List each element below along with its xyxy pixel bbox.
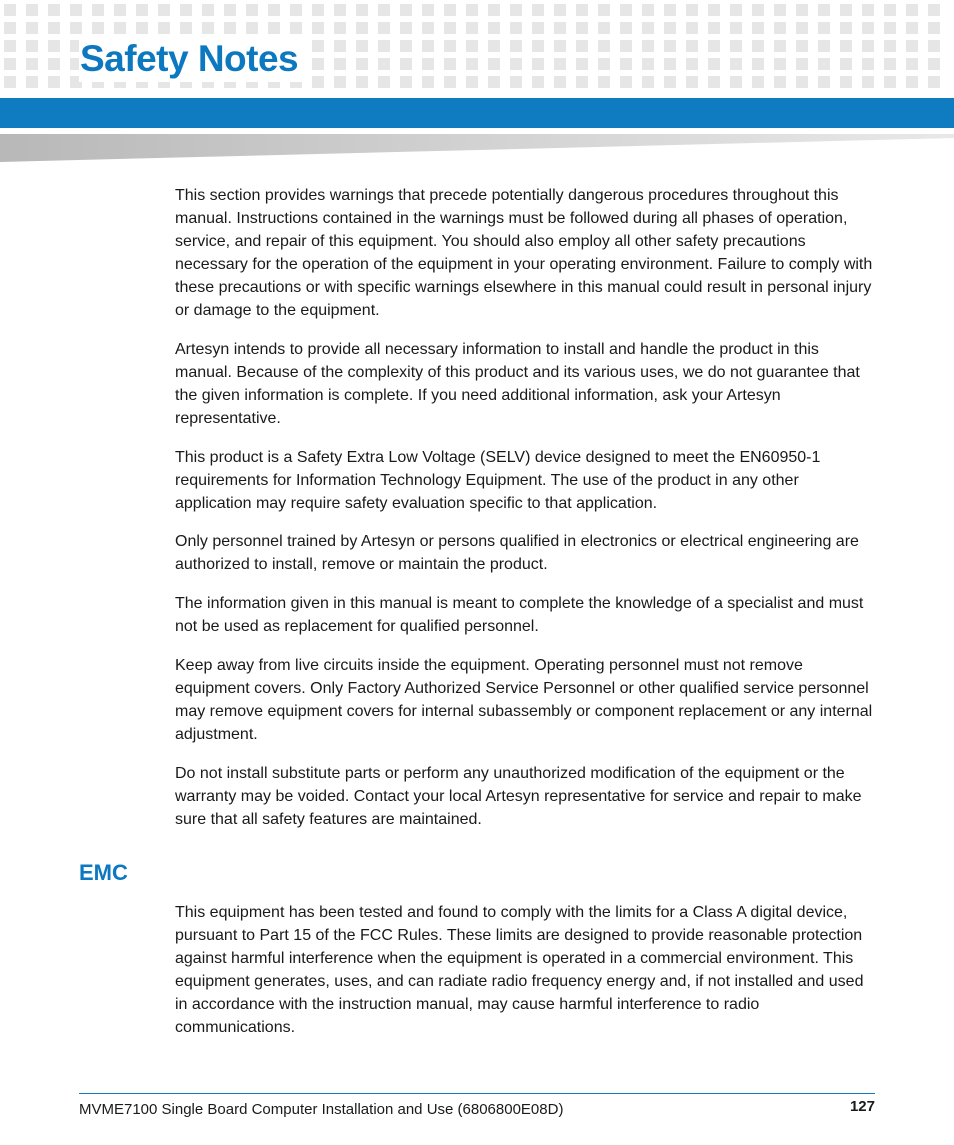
- pattern-square: [818, 58, 830, 70]
- pattern-square: [312, 40, 324, 52]
- pattern-square: [136, 22, 148, 34]
- pattern-square: [202, 22, 214, 34]
- pattern-square: [730, 22, 742, 34]
- pattern-square: [48, 58, 60, 70]
- pattern-square: [708, 40, 720, 52]
- pattern-square: [70, 4, 82, 16]
- pattern-square: [444, 58, 456, 70]
- pattern-square: [818, 4, 830, 16]
- pattern-square: [686, 76, 698, 88]
- pattern-square: [906, 22, 918, 34]
- pattern-square: [752, 4, 764, 16]
- pattern-square: [774, 76, 786, 88]
- pattern-square: [884, 4, 896, 16]
- pattern-square: [26, 4, 38, 16]
- pattern-square: [928, 58, 940, 70]
- pattern-square: [862, 40, 874, 52]
- safety-paragraph-4: Only personnel trained by Artesyn or persons qualified in electronics or electrical engineering are authorized to install, remove or maintain the product.: [175, 533, 859, 573]
- pattern-square: [576, 40, 588, 52]
- pattern-square: [466, 4, 478, 16]
- pattern-square: [4, 76, 16, 88]
- pattern-square: [598, 4, 610, 16]
- pattern-square: [532, 58, 544, 70]
- pattern-square: [4, 40, 16, 52]
- pattern-square: [488, 58, 500, 70]
- safety-paragraph-7: Do not install substitute parts or perform any unauthorized modification of the equipment or the warranty may be voided. Contact your local Artesyn representative for service and repair to make sure that all safety features are maintained.: [175, 765, 862, 828]
- header-grey-wedge: [0, 128, 954, 164]
- pattern-square: [466, 22, 478, 34]
- pattern-square: [796, 22, 808, 34]
- pattern-square: [378, 22, 390, 34]
- pattern-square: [466, 58, 478, 70]
- pattern-square: [576, 22, 588, 34]
- pattern-square: [730, 58, 742, 70]
- pattern-square: [906, 58, 918, 70]
- pattern-square: [752, 58, 764, 70]
- pattern-square: [840, 40, 852, 52]
- pattern-square: [576, 4, 588, 16]
- pattern-square: [774, 40, 786, 52]
- pattern-square: [862, 22, 874, 34]
- pattern-square: [444, 4, 456, 16]
- pattern-square: [818, 22, 830, 34]
- pattern-square: [400, 76, 412, 88]
- header-blue-bar: [0, 98, 954, 128]
- pattern-square: [510, 4, 522, 16]
- pattern-square: [686, 4, 698, 16]
- pattern-square: [268, 22, 280, 34]
- footer-document-title: MVME7100 Single Board Computer Installation and Use (6806800E08D): [79, 1101, 564, 1118]
- pattern-square: [884, 22, 896, 34]
- pattern-square: [400, 40, 412, 52]
- pattern-square: [70, 22, 82, 34]
- pattern-square: [422, 4, 434, 16]
- pattern-square: [444, 40, 456, 52]
- pattern-square: [180, 4, 192, 16]
- pattern-square: [840, 58, 852, 70]
- pattern-square: [422, 22, 434, 34]
- pattern-square: [598, 58, 610, 70]
- pattern-square: [532, 4, 544, 16]
- safety-paragraph-2: Artesyn intends to provide all necessary information to install and handle the product in this manual. Because of the complexity of this product and its various uses, we do not guarantee that the given information is complete. If you need additional information, ask your Artesyn representative.: [175, 341, 860, 427]
- pattern-square: [730, 40, 742, 52]
- pattern-square: [840, 22, 852, 34]
- pattern-square: [48, 76, 60, 88]
- pattern-square: [620, 76, 632, 88]
- pattern-square: [510, 76, 522, 88]
- pattern-square: [334, 58, 346, 70]
- pattern-square: [752, 40, 764, 52]
- pattern-square: [158, 22, 170, 34]
- pattern-square: [290, 22, 302, 34]
- pattern-square: [92, 22, 104, 34]
- pattern-square: [488, 76, 500, 88]
- pattern-square: [4, 4, 16, 16]
- pattern-square: [686, 40, 698, 52]
- pattern-square: [796, 76, 808, 88]
- pattern-square: [664, 40, 676, 52]
- pattern-square: [4, 22, 16, 34]
- pattern-square: [312, 4, 324, 16]
- pattern-square: [774, 22, 786, 34]
- pattern-square: [730, 4, 742, 16]
- pattern-square: [510, 22, 522, 34]
- pattern-square: [576, 58, 588, 70]
- pattern-square: [818, 76, 830, 88]
- pattern-square: [708, 22, 720, 34]
- pattern-square: [26, 58, 38, 70]
- pattern-square: [884, 40, 896, 52]
- pattern-square: [224, 4, 236, 16]
- pattern-square: [378, 4, 390, 16]
- pattern-square: [686, 22, 698, 34]
- pattern-square: [642, 22, 654, 34]
- pattern-square: [444, 22, 456, 34]
- pattern-square: [664, 58, 676, 70]
- pattern-square: [114, 22, 126, 34]
- pattern-square: [774, 4, 786, 16]
- pattern-square: [356, 40, 368, 52]
- pattern-square: [642, 4, 654, 16]
- pattern-square: [312, 76, 324, 88]
- pattern-square: [862, 4, 874, 16]
- pattern-square: [796, 58, 808, 70]
- section-heading-emc: EMC: [79, 860, 128, 885]
- page-number: 127: [849, 1098, 875, 1115]
- pattern-square: [422, 76, 434, 88]
- safety-paragraph-3: This product is a Safety Extra Low Voltage (SELV) device designed to meet the EN60950-1 requirements for Information Technology Equipment. The use of the product in any other application may require safety evaluation specific to that application.: [175, 449, 821, 512]
- pattern-square: [378, 76, 390, 88]
- pattern-square: [554, 40, 566, 52]
- pattern-square: [708, 76, 720, 88]
- pattern-square: [774, 58, 786, 70]
- pattern-square: [708, 58, 720, 70]
- pattern-square: [26, 40, 38, 52]
- pattern-square: [906, 4, 918, 16]
- pattern-square: [422, 40, 434, 52]
- pattern-square: [488, 4, 500, 16]
- pattern-square: [510, 40, 522, 52]
- pattern-square: [400, 58, 412, 70]
- pattern-square: [598, 40, 610, 52]
- pattern-square: [532, 40, 544, 52]
- pattern-square: [620, 40, 632, 52]
- pattern-square: [334, 40, 346, 52]
- pattern-square: [664, 22, 676, 34]
- pattern-square: [532, 76, 544, 88]
- pattern-square: [928, 76, 940, 88]
- pattern-square: [334, 22, 346, 34]
- pattern-square: [620, 58, 632, 70]
- pattern-square: [136, 4, 148, 16]
- pattern-square: [466, 40, 478, 52]
- pattern-square: [642, 58, 654, 70]
- pattern-square: [48, 40, 60, 52]
- pattern-square: [796, 4, 808, 16]
- pattern-square: [686, 58, 698, 70]
- pattern-square: [620, 4, 632, 16]
- pattern-square: [246, 4, 258, 16]
- pattern-square: [246, 22, 258, 34]
- pattern-square: [906, 40, 918, 52]
- pattern-square: [906, 76, 918, 88]
- pattern-square: [642, 40, 654, 52]
- pattern-square: [752, 76, 764, 88]
- pattern-square: [488, 22, 500, 34]
- pattern-square: [664, 4, 676, 16]
- pattern-square: [620, 22, 632, 34]
- pattern-square: [180, 22, 192, 34]
- pattern-square: [884, 58, 896, 70]
- pattern-square: [290, 4, 302, 16]
- pattern-square: [928, 40, 940, 52]
- pattern-square: [334, 4, 346, 16]
- pattern-square: [796, 40, 808, 52]
- pattern-square: [532, 22, 544, 34]
- pattern-square: [356, 22, 368, 34]
- pattern-square: [466, 76, 478, 88]
- pattern-square: [26, 76, 38, 88]
- pattern-square: [356, 76, 368, 88]
- pattern-square: [840, 76, 852, 88]
- pattern-square: [48, 22, 60, 34]
- pattern-square: [356, 58, 368, 70]
- page-title: Safety Notes: [79, 36, 304, 82]
- pattern-square: [884, 76, 896, 88]
- pattern-square: [708, 4, 720, 16]
- pattern-square: [576, 76, 588, 88]
- pattern-square: [928, 4, 940, 16]
- pattern-square: [664, 76, 676, 88]
- pattern-square: [114, 4, 126, 16]
- footer-rule: [79, 1093, 875, 1094]
- safety-paragraph-5: The information given in this manual is meant to complete the knowledge of a specialist and must not be used as replacement for qualified personnel.: [175, 595, 864, 635]
- pattern-square: [488, 40, 500, 52]
- pattern-square: [202, 4, 214, 16]
- pattern-square: [752, 22, 764, 34]
- pattern-square: [862, 76, 874, 88]
- pattern-square: [554, 76, 566, 88]
- pattern-square: [840, 4, 852, 16]
- pattern-square: [312, 22, 324, 34]
- emc-paragraph-1: This equipment has been tested and found to comply with the limits for a Class A digital device, pursuant to Part 15 of the FCC Rules. These limits are designed to provide reasonable protection against harmful interference when the equipment is operated in a commercial environment. This equipment generates, uses, and can radiate radio frequency energy and, if not installed and used in accordance with the instruction manual, may cause harmful interference to radio communications.: [175, 904, 864, 1036]
- pattern-square: [158, 4, 170, 16]
- pattern-square: [642, 76, 654, 88]
- pattern-square: [378, 58, 390, 70]
- pattern-square: [400, 22, 412, 34]
- safety-paragraph-6: Keep away from live circuits inside the equipment. Operating personnel must not remove equipment covers. Only Factory Authorized Service Personnel or other qualified service personnel may remove equipment covers for internal subassembly or component replacement or any internal adjustment.: [175, 657, 873, 743]
- pattern-square: [92, 4, 104, 16]
- pattern-square: [26, 22, 38, 34]
- pattern-square: [400, 4, 412, 16]
- pattern-square: [928, 22, 940, 34]
- pattern-square: [818, 40, 830, 52]
- pattern-square: [554, 4, 566, 16]
- pattern-square: [730, 76, 742, 88]
- pattern-square: [334, 76, 346, 88]
- pattern-square: [312, 58, 324, 70]
- pattern-square: [554, 22, 566, 34]
- pattern-square: [510, 58, 522, 70]
- pattern-square: [378, 40, 390, 52]
- safety-paragraph-1: This section provides warnings that precede potentially dangerous procedures throughout this manual. Instructions contained in the warnings must be followed during all phases of operation, service, and repair of this equipment. You should also employ all other safety precautions necessary for the operation of the equipment in your operating environment. Failure to comply with these precautions or with specific warnings elsewhere in this manual could result in personal injury or damage to the equipment.: [175, 187, 873, 319]
- pattern-square: [356, 4, 368, 16]
- pattern-square: [862, 58, 874, 70]
- pattern-square: [554, 58, 566, 70]
- pattern-square: [422, 58, 434, 70]
- pattern-square: [48, 4, 60, 16]
- pattern-square: [224, 22, 236, 34]
- pattern-square: [444, 76, 456, 88]
- pattern-square: [598, 76, 610, 88]
- pattern-square: [4, 58, 16, 70]
- pattern-square: [598, 22, 610, 34]
- pattern-square: [268, 4, 280, 16]
